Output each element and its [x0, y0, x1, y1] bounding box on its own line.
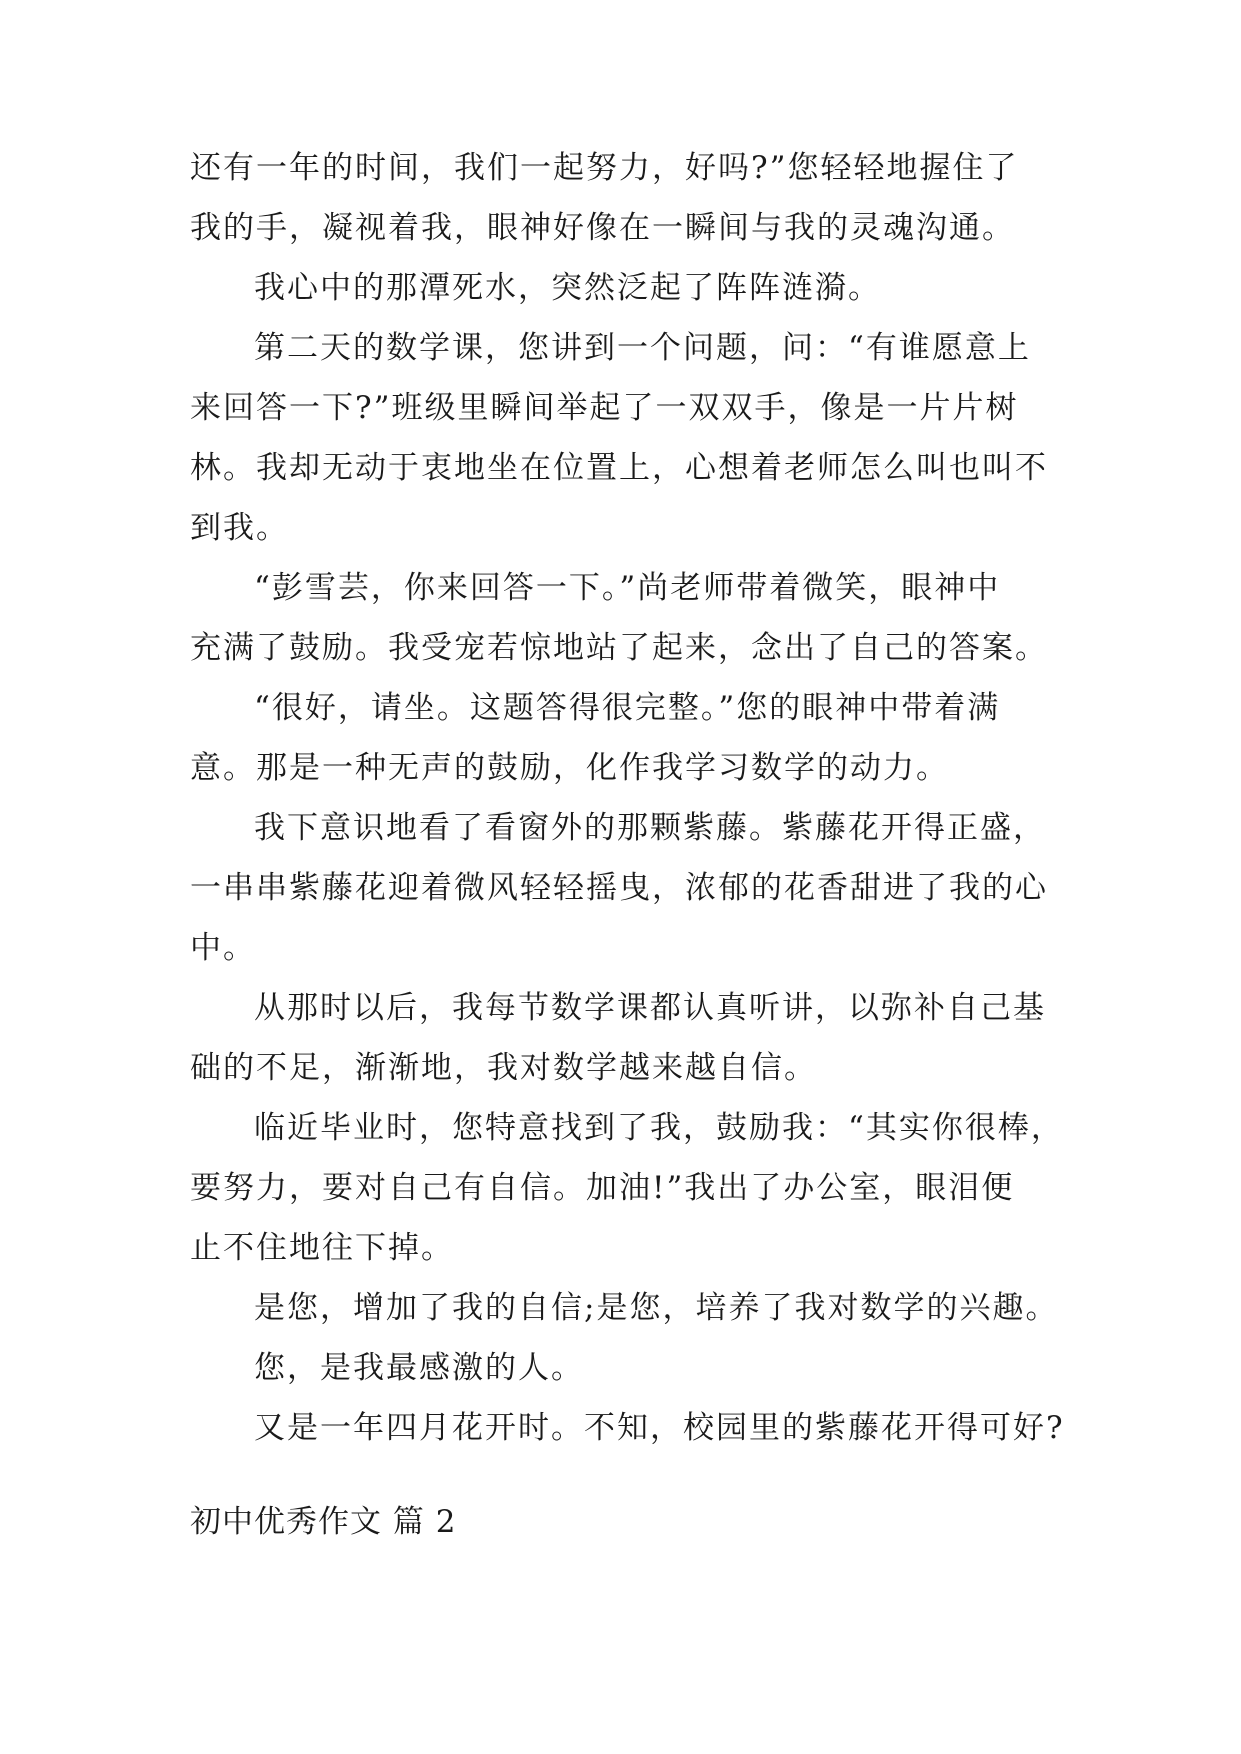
text-line: “彭雪芸，你来回答一下。”尚老师带着微笑，眼神中	[254, 570, 1001, 606]
text-line: “很好，请坐。这题答得很完整。”您的眼神中带着满	[254, 690, 1001, 726]
text-line: 您，是我最感激的人。	[254, 1350, 584, 1386]
section-heading: 初中优秀作文 篇 2	[190, 1504, 457, 1540]
text-line: 林。我却无动于衷地坐在位置上，心想着老师怎么叫也叫不	[190, 450, 1048, 486]
text-line: 是您，增加了我的自信;是您，培养了我对数学的兴趣。	[254, 1290, 1059, 1326]
text-line: 一串串紫藤花迎着微风轻轻摇曳，浓郁的花香甜进了我的心	[190, 870, 1048, 906]
text-line: 中。	[190, 930, 256, 966]
text-line: 来回答一下?”班级里瞬间举起了一双双手，像是一片片树	[190, 390, 1019, 426]
text-line: 临近毕业时，您特意找到了我，鼓励我：“其实你很棒，	[254, 1110, 1064, 1146]
text-line: 要努力，要对自己有自信。加油!”我出了办公室，眼泪便	[190, 1170, 1015, 1206]
text-line: 到我。	[190, 510, 289, 546]
text-line: 我的手，凝视着我，眼神好像在一瞬间与我的灵魂沟通。	[190, 210, 1015, 246]
text-line: 从那时以后，我每节数学课都认真听讲，以弥补自己基	[254, 990, 1046, 1026]
text-line: 止不住地往下掉。	[190, 1230, 454, 1266]
text-line: 我心中的那潭死水，突然泛起了阵阵涟漪。	[254, 270, 881, 306]
text-line: 意。那是一种无声的鼓励，化作我学习数学的动力。	[190, 750, 949, 786]
text-line: 础的不足，渐渐地，我对数学越来越自信。	[190, 1050, 817, 1086]
text-line: 还有一年的时间，我们一起努力，好吗?”您轻轻地握住了	[190, 150, 1019, 186]
text-line: 我下意识地看了看窗外的那颗紫藤。紫藤花开得正盛，	[254, 810, 1046, 846]
text-line: 充满了鼓励。我受宠若惊地站了起来，念出了自己的答案。	[190, 630, 1048, 666]
text-line: 又是一年四月花开时。不知，校园里的紫藤花开得可好?	[254, 1410, 1065, 1446]
text-line: 第二天的数学课，您讲到一个问题，问：“有谁愿意上	[254, 330, 1031, 366]
